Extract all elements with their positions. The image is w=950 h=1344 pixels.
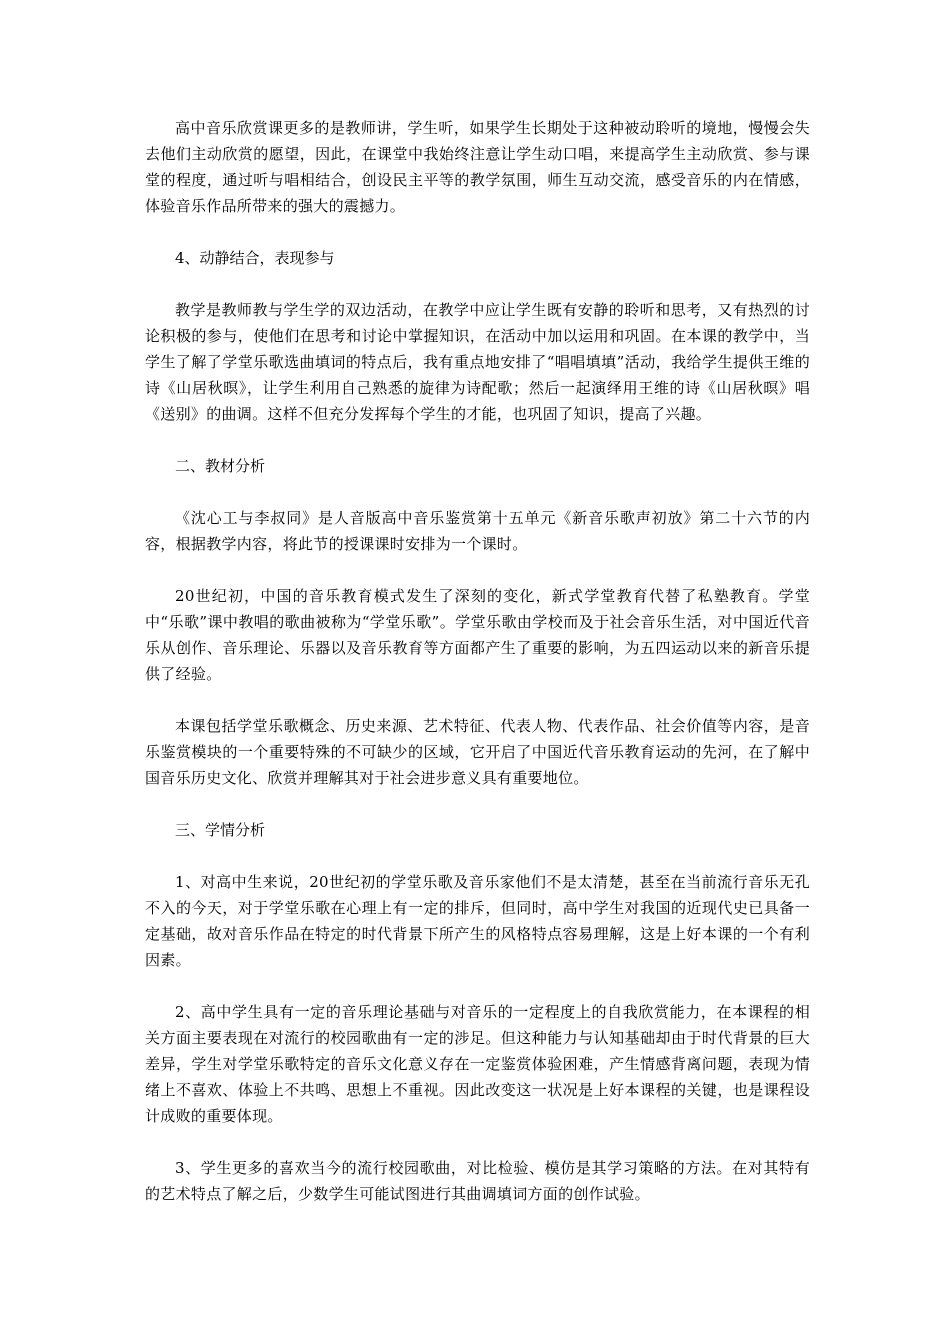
paragraph-gap <box>145 973 810 999</box>
paragraph-gap <box>145 427 810 453</box>
paragraph-student-3: 3、学生更多的喜欢当今的流行校园歌曲，对比检验、模仿是其学习策略的方法。在对其特有的艺术特点了解之后，少数学生可能试图进行其曲调填词方面的创作试验。 <box>145 1159 810 1203</box>
section-heading-4: 4、动静结合，表现参与 <box>175 249 335 267</box>
paragraph-gap <box>145 219 810 245</box>
section-heading-textbook-analysis: 二、教材分析 <box>175 457 266 475</box>
paragraph-content: 本课包括学堂乐歌概念、历史来源、艺术特征、代表人物、代表作品、社会价值等内容，是音乐鉴赏模块的一个重要特殊的不可缺少的区域，它开启了中国近代音乐教育运动的先河，在了解中国音乐历史文化、欣赏并理解其对于社会进步意义具有重要地位。 <box>145 717 810 787</box>
document-page <box>145 115 810 1207</box>
paragraph-history: 20世纪初，中国的音乐教育模式发生了深刻的变化，新式学堂教育代替了私塾教育。学堂中“乐歌”课中教唱的歌曲被称为“学堂乐歌”。学堂乐歌由学校而及于社会音乐生活，对中国近代音乐从创作、音乐理论、乐器以及音乐教育等方面都产生了重要的影响，为五四运动以来的新音乐提供了经验。 <box>145 587 810 683</box>
section-heading-student-analysis: 三、学情分析 <box>175 821 266 839</box>
paragraph-student-1: 1、对高中生来说，20世纪初的学堂乐歌及音乐家他们不是太清楚，甚至在当前流行音乐无孔不入的今天，对于学堂乐歌在心理上有一定的排斥，但同时，高中学生对我国的近现代史已具备一定基础，故对音乐作品在特定的时代背景下所产生的风格特点容易理解，这是上好本课的一个有利因素。 <box>145 873 810 969</box>
paragraph-intro: 高中音乐欣赏课更多的是教师讲，学生听，如果学生长期处于这种被动聆听的境地，慢慢会失去他们主动欣赏的愿望，因此，在课堂中我始终注意让学生动口唱，来提高学生主动欣赏、参与课堂的程度，通过听与唱相结合，创设民主平等的教学氛围，师生互动交流，感受音乐的内在情感，体验音乐作品所带来的强大的震撼力。 <box>145 119 810 215</box>
paragraph-gap <box>145 1129 810 1155</box>
paragraph-textbook: 《沈心工与李叔同》是人音版高中音乐鉴赏第十五单元《新音乐歌声初放》第二十六节的内容，根据教学内容，将此节的授课课时安排为一个课时。 <box>145 509 810 553</box>
paragraph-gap <box>145 271 810 297</box>
paragraph-student-2: 2、高中学生具有一定的音乐理论基础与对音乐的一定程度上的自我欣赏能力，在本课程的相关方面主要表现在对流行的校园歌曲有一定的涉足。但这种能力与认知基础却由于时代背景的巨大差异，学生对学堂乐歌特定的音乐文化意义存在一定鉴赏体验困难，产生情感背离问题，表现为情绪上不喜欢、体验上不共鸣、思想上不重视。因此改变这一状况是上好本课程的关键，也是课程设计成败的重要体现。 <box>145 1003 810 1125</box>
paragraph-gap <box>145 479 810 505</box>
paragraph-gap <box>145 843 810 869</box>
paragraph-gap <box>145 687 810 713</box>
paragraph-gap <box>145 557 810 583</box>
paragraph-teaching: 教学是教师教与学生学的双边活动，在教学中应让学生既有安静的聆听和思考，又有热烈的讨论积极的参与，使他们在思考和讨论中掌握知识，在活动中加以运用和巩固。在本课的教学中，当学生了解了学堂乐歌选曲填词的特点后，我有重点地安排了“唱唱填填”活动，我给学生提供王维的诗《山居秋暝》，让学生利用自己熟悉的旋律为诗配歌；然后一起演绎用王维的诗《山居秋暝》唱《送别》的曲调。这样不但充分发挥每个学生的才能，也巩固了知识，提高了兴趣。 <box>145 301 810 423</box>
paragraph-gap <box>145 791 810 817</box>
